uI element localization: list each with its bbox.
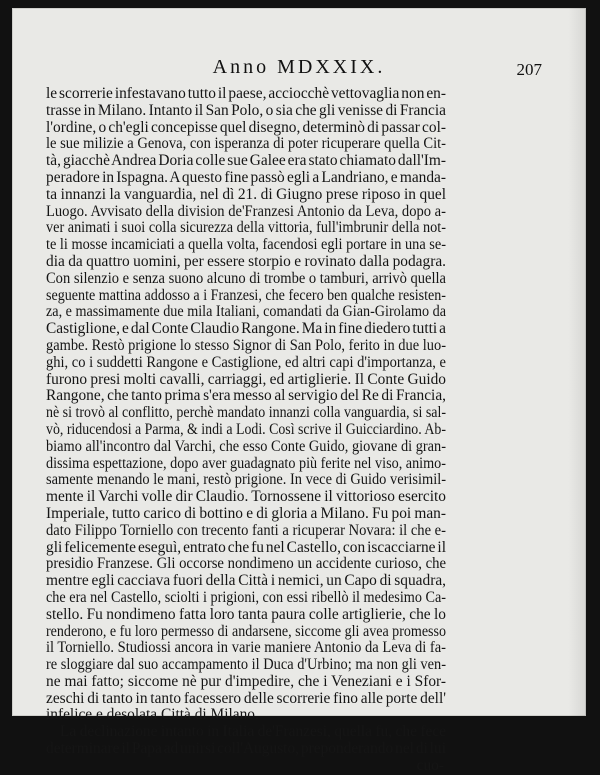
text-line xyxy=(46,355,446,372)
text-line xyxy=(46,86,446,103)
text-line xyxy=(46,120,446,137)
text-line xyxy=(46,405,446,422)
text-line-content: Luogo. Avvisato della division de'Franzesi Antonio da Leva, dopo a- xyxy=(46,202,446,220)
text-line xyxy=(46,556,446,573)
text-line-content: La declinazione intanto in Italia de'Franzesi, quella fu, che fece xyxy=(60,723,446,741)
text-line xyxy=(46,187,446,204)
text-line-content: vò, riducendosi a Parma, & indi a Lodi. Così scrive il Guicciardino. Ab- xyxy=(46,420,446,438)
catchword: cuo- xyxy=(416,756,444,774)
text-line-content: stello. Fu nondimeno fatta loro tanta paura colle artiglierie, che lo xyxy=(46,605,446,623)
text-line-content: gambe. Restò prigione lo stesso Signor di San Polo, ferito in due luo- xyxy=(46,336,446,354)
text-line xyxy=(46,388,446,405)
body-text xyxy=(46,86,446,775)
text-line xyxy=(46,691,446,708)
text-line xyxy=(46,707,446,724)
text-line-content: za, e massimamente due mila Italiani, comandati da Gian-Girolamo da xyxy=(46,303,446,321)
text-line xyxy=(46,439,446,456)
page-header xyxy=(12,56,586,86)
text-line-content: Imperiale, tutto carico di bottino e di gloria a Milano. Fu poi man- xyxy=(46,504,446,522)
text-line xyxy=(46,304,446,321)
text-line xyxy=(46,254,446,271)
text-line xyxy=(46,489,446,506)
text-line-content: mente il Varchi volle dir Claudio. Tornossene il vittorioso esercito xyxy=(46,488,446,506)
text-line xyxy=(46,321,446,338)
text-line-content: dissima espettazione, dopo aver guadagnato più ferite nel viso, animo- xyxy=(46,454,446,472)
text-line xyxy=(46,136,446,153)
text-line-content: Rangone, che tanto prima s'era messo al servigio del Re di Francia, xyxy=(46,387,446,405)
page-number: 207 xyxy=(516,60,542,79)
text-line xyxy=(46,338,446,355)
paragraph xyxy=(46,724,446,758)
text-line-content: Castiglione, e dal Conte Claudio Rangone. Ma in fine diedero tutti a xyxy=(46,320,446,338)
text-line-content: ta innanzi la vanguardia, nel dì 21. di Giugno prese riposo in quel xyxy=(46,185,446,203)
text-line-content: il Torniello. Studiossi ancora in varie maniere Antonio da Leva di fa- xyxy=(46,639,446,657)
text-line-content: Con silenzio e senza suono alcuno di trombe o tamburi, arrivò quella xyxy=(46,269,446,287)
text-line xyxy=(46,674,446,691)
text-line-content: ne mai fatto; siccome nè pur d'impedire, che i Veneziani e i Sfor- xyxy=(46,672,446,690)
book-page xyxy=(12,8,586,774)
text-line-content: biamo all'incontro dal Varchi, che esso Conte Guido, giovane di gran- xyxy=(46,437,446,455)
text-line xyxy=(46,624,446,641)
text-line xyxy=(46,271,446,288)
text-line-content: ver animati i suoi colla sicurezza della vittoria, full'imbrunir della not- xyxy=(46,219,446,237)
text-line-content: gli felicemente eseguì, entrato che fu nel Castello, con iscacciarne il xyxy=(46,538,446,556)
text-line-content: renderono, e fu loro permesso di andarsene, siccome gli avea promesso xyxy=(46,622,446,640)
text-line xyxy=(46,220,446,237)
text-line-content: le sue milizie a Genova, con isperanza di poter ricuperare quella Cit- xyxy=(46,135,446,153)
text-line xyxy=(46,640,446,657)
text-line-content: dia da quattro uomini, per essere storpio e rovinato dalla podagra. xyxy=(46,252,446,270)
text-line-content: seguente mattina addosso a i Franzesi, che fecero ben qualche resisten- xyxy=(46,286,446,304)
running-head: Anno MDXXIX. xyxy=(212,56,386,78)
text-line xyxy=(46,288,446,305)
text-line xyxy=(46,456,446,473)
text-line xyxy=(46,422,446,439)
text-line xyxy=(46,741,446,758)
text-line xyxy=(46,573,446,590)
text-line-content: furono presi molti cavalli, carriaggi, ed artiglierie. Il Conte Guido xyxy=(46,370,446,388)
text-line xyxy=(46,153,446,170)
text-line-content: dato Filippo Torniello con trecento fanti a ricuperar Novara: il che e- xyxy=(46,521,446,539)
text-line xyxy=(46,724,446,741)
text-line xyxy=(46,372,446,389)
catchword-line xyxy=(46,758,446,775)
text-line-content: presidio Franzese. Gli occorse nondimeno un accidente curioso, che xyxy=(46,555,446,573)
paragraph xyxy=(46,86,446,724)
text-line-content: nè si trovò al conflitto, perchè mandato innanzi colla vanguardia, si sal- xyxy=(46,404,446,422)
text-line-content: te li mosse incamiciati a quella volta, facendosi egli portare in una se- xyxy=(46,236,446,254)
text-line-content: determinare il Papa ad unirsi coll'Augusto, preponderando nel di lui xyxy=(46,740,446,758)
text-line xyxy=(46,204,446,221)
text-line xyxy=(46,472,446,489)
text-line-content: ghi, co i suddetti Rangone e Castiglione, ed altri capi d'importanza, e xyxy=(46,353,446,371)
text-line-content: che era nel Castello, sciolti i prigioni, con essi ribellò il medesimo Ca- xyxy=(46,588,446,606)
text-line-content: mentre egli cacciava fuori della Città i nemici, un Capo di squadra, xyxy=(46,572,446,590)
text-line xyxy=(46,540,446,557)
text-line xyxy=(46,170,446,187)
text-line-content: zeschi di tanto in tanto facessero delle scorrerie fino alle porte dell' xyxy=(46,689,446,707)
text-line xyxy=(46,607,446,624)
text-line xyxy=(46,590,446,607)
text-line-content: tà, giacchè Andrea Doria colle sue Galee era stato chiamato dall'Im- xyxy=(46,152,446,170)
text-line xyxy=(46,103,446,120)
text-line xyxy=(46,506,446,523)
text-line-content: trasse in Milano. Intanto il San Polo, o sia che gli venisse di Francia xyxy=(46,101,446,119)
text-line-content: re sloggiare dal suo accampamento il Duca d'Urbino; ma non gli ven- xyxy=(46,656,446,674)
text-line-content: l'ordine, o ch'egli concepisse quel disegno, determinò di passar col- xyxy=(46,118,446,136)
text-line xyxy=(46,657,446,674)
text-line-content: le scorrerie infestavano tutto il paese, acciocchè vettovaglia non en- xyxy=(46,85,446,102)
text-line-content: peradore in Ispagna. A questo fine passò egli a Landriano, e manda- xyxy=(46,168,446,186)
text-line-content: samente menando le mani, restò prigione. In vece di Guido verisimil- xyxy=(46,471,446,489)
text-line-content: infelice e desolata Città di Milano. xyxy=(46,706,259,724)
text-line xyxy=(46,237,446,254)
text-line xyxy=(46,523,446,540)
